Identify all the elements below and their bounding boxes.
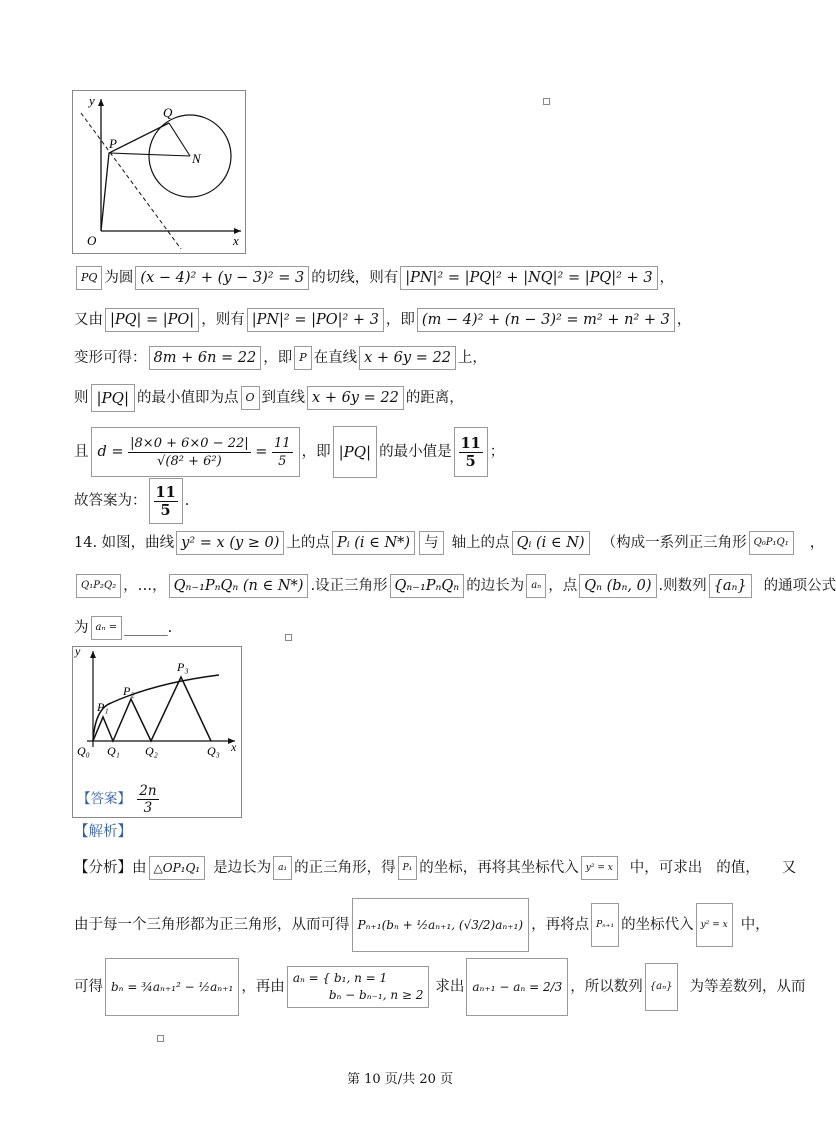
side-an-box: aₙ (526, 574, 546, 598)
text: 则 (74, 390, 89, 406)
text: ，点 (548, 578, 578, 594)
curve-equation: y² = x (y ≥ 0) (176, 531, 284, 555)
sequence-box: {aₙ} (645, 963, 678, 1011)
text: ，即 (263, 350, 293, 366)
pn-po-equation: |PN|² = |PO|² + 3 (247, 308, 384, 332)
difference-box: aₙ₊₁ − aₙ = 2/3 (466, 958, 568, 1016)
text: 的正三角形，得 (294, 860, 396, 876)
answer-label: 【答案】 (77, 791, 131, 807)
text: 为等差数列，从而 (689, 979, 806, 995)
origin-label: O (87, 233, 97, 248)
point-qn-box: Qₙ (bₙ, 0) (579, 574, 656, 598)
anchor-marker-2 (285, 634, 292, 641)
text: ，再由 (241, 979, 285, 995)
q2-label: Q₂ (145, 744, 158, 758)
text: 的最小值是 (379, 444, 452, 460)
point-pn1-box: Pₙ₊₁(bₙ + ½aₙ₊₁, (√3/2)aₙ₊₁) (352, 898, 530, 952)
points-p-set: Pᵢ (i ∈ N*) (332, 531, 415, 555)
curve-box: y² = x (581, 856, 618, 880)
sol13-line4 (74, 384, 464, 412)
numerator: |8×0 + 6×0 − 22| (130, 435, 249, 451)
text: 的坐标，再将其坐标代入 (419, 860, 579, 876)
denominator: 3 (143, 800, 153, 816)
p1-label: P₁ (97, 700, 109, 714)
q0-label: Q₀ (77, 744, 90, 758)
pn1-box: Pₙ₊₁ (591, 903, 619, 947)
triangle-q1p2q2: Q₁P₂Q₂ (76, 574, 121, 598)
point-n-label: N (192, 151, 201, 166)
text: ，所以数列 (570, 979, 643, 995)
text: = (255, 444, 268, 460)
bn-formula-box: bₙ = ¾aₙ₊₁² − ½aₙ₊₁ (105, 958, 239, 1016)
triangle-op1q1: △OP₁Q₁ (149, 856, 206, 880)
text: 的最小值即为点 (137, 390, 239, 406)
text: ， (809, 535, 825, 551)
text: 的坐标代入 (621, 917, 694, 933)
text: ，则有 (201, 312, 245, 328)
answer-blank[interactable]: ______. (124, 620, 173, 636)
text: 的值， (716, 860, 760, 876)
text: 又由 (74, 312, 103, 328)
text: 为 (74, 620, 89, 636)
piecewise-case1: aₙ = { b₁, n = 1 (292, 971, 388, 985)
numerator: 11 (274, 435, 291, 451)
figure-circle-tangent-svg (73, 91, 245, 253)
min-value-box (454, 427, 488, 477)
answer-fraction (137, 783, 158, 816)
linear-equation: 8m + 6n = 22 (149, 346, 262, 370)
text: 轴上的点 (451, 535, 510, 551)
sol13-answer-line (74, 478, 189, 524)
triangle-general-set: Qₙ₋₁PₙQₙ (n ∈ N*) (169, 574, 309, 598)
result-fraction (272, 435, 293, 470)
text: ，再将点 (531, 917, 590, 933)
pq-po-equation: |PQ| = |PO| (105, 308, 199, 332)
text: 【分析】由 (74, 860, 147, 876)
text: ，…， (123, 578, 167, 594)
text: .则数列 (658, 578, 707, 594)
text: 到直线 (261, 390, 306, 406)
text: ， (659, 270, 675, 286)
sol13-line3 (74, 346, 487, 370)
denominator: √(8² + 6²) (157, 453, 222, 469)
page-footer: 第 10 页/共 20 页 (347, 1072, 453, 1087)
figure-triangles (72, 646, 242, 818)
text: 由于每一个三角形都为正三角形，从而可得 (74, 917, 350, 933)
distance-formula (91, 427, 300, 477)
line-equation-2: x + 6y = 22 (307, 386, 404, 410)
line-equation: x + 6y = 22 (359, 346, 456, 370)
point-p-label: P (109, 136, 117, 151)
text: 上， (457, 350, 487, 366)
curve-box-2: y² = x (696, 903, 733, 947)
sol13-line2 (74, 308, 691, 332)
sol13-line5 (74, 426, 504, 478)
text: ，即 (301, 444, 331, 460)
text: 的边长为 (466, 578, 525, 594)
q14-line2 (74, 574, 836, 598)
analysis-title: 【解析】 (74, 824, 132, 840)
numerator: 11 (155, 483, 176, 501)
text: ， (676, 312, 692, 328)
text: . (184, 493, 190, 509)
text: 是边长为 (213, 860, 272, 876)
text: 中， (740, 917, 770, 933)
text: 变形可得： (74, 350, 147, 366)
an-equals-box: aₙ = (91, 616, 123, 640)
denominator: 5 (160, 501, 171, 519)
text: 为圆 (104, 270, 134, 286)
analysis-line3 (74, 958, 806, 1016)
p1-box: P₁ (398, 856, 418, 880)
y-axis-label: y (75, 644, 81, 658)
denominator: 5 (278, 453, 287, 469)
text: 在直线 (313, 350, 358, 366)
answer-fraction (154, 484, 178, 519)
anchor-marker-3 (157, 1035, 164, 1042)
q14-line3 (74, 616, 172, 640)
text: （构成一系列正三角形 (601, 535, 747, 551)
p3-label: P₃ (177, 660, 189, 674)
anchor-marker (543, 98, 550, 105)
point-q-label: Q (163, 105, 173, 120)
text: ； (489, 444, 505, 460)
figure-circle-tangent (72, 90, 246, 254)
o-box: O (241, 386, 260, 410)
text: 14. 如图，曲线 (74, 535, 175, 551)
text: 上的点 (286, 535, 330, 551)
text: 的切线，则有 (311, 270, 399, 286)
text: 又 (781, 860, 797, 876)
x-axis-label: x (233, 233, 239, 248)
numerator: 11 (460, 434, 481, 452)
pq-abs-box: |PQ| (91, 384, 136, 412)
text: 且 (74, 444, 89, 460)
q1-label: Q₁ (107, 744, 120, 758)
q3-label: Q₃ (207, 744, 220, 758)
triangle-q0p1q1: Q₀P₁Q₁ (749, 531, 794, 555)
pq-box: PQ (76, 266, 102, 290)
text: .设正三角形 (310, 578, 388, 594)
points-q-set: Qᵢ (i ∈ N) (512, 531, 590, 555)
numerator: 2n (139, 783, 157, 799)
yu-box: 与 (419, 531, 444, 555)
p-box: P (294, 346, 311, 370)
distance-fraction (128, 435, 251, 470)
analysis-line2 (74, 898, 770, 952)
p2-label: P₂ (123, 684, 135, 698)
a1-box: a₁ (273, 856, 292, 880)
text: 故答案为： (74, 493, 147, 509)
sol13-line1 (74, 266, 674, 290)
triangle-general: Qₙ₋₁PₙQₙ (390, 574, 465, 598)
text: 的通项公式 (763, 578, 836, 594)
circle-equation: (x − 4)² + (y − 3)² = 3 (135, 266, 309, 290)
answer-box (149, 478, 183, 524)
text: 中，可求出 (629, 860, 703, 876)
text: d = (97, 444, 124, 460)
min-value-fraction (459, 435, 483, 470)
an-piecewise-box (287, 966, 430, 1008)
pq-abs-box-2: |PQ| (333, 426, 378, 478)
piecewise-case2: bₙ − bₙ₋₁, n ≥ 2 (328, 988, 424, 1002)
text: 可得 (74, 979, 103, 995)
expanded-equation: (m − 4)² + (n − 3)² = m² + n² + 3 (417, 308, 675, 332)
text: ，即 (385, 312, 415, 328)
denominator: 5 (465, 452, 476, 470)
analysis-line1 (74, 856, 796, 880)
text: 求出 (435, 979, 465, 995)
sequence-an-box: {aₙ} (709, 574, 752, 598)
x-axis-label: x (231, 740, 237, 754)
text: 的距离， (405, 390, 464, 406)
q14-line1 (74, 531, 824, 555)
y-axis-label: y (89, 93, 95, 108)
tangent-equation: |PN|² = |PQ|² + |NQ|² = |PQ|² + 3 (400, 266, 657, 290)
answer-row (77, 783, 159, 816)
